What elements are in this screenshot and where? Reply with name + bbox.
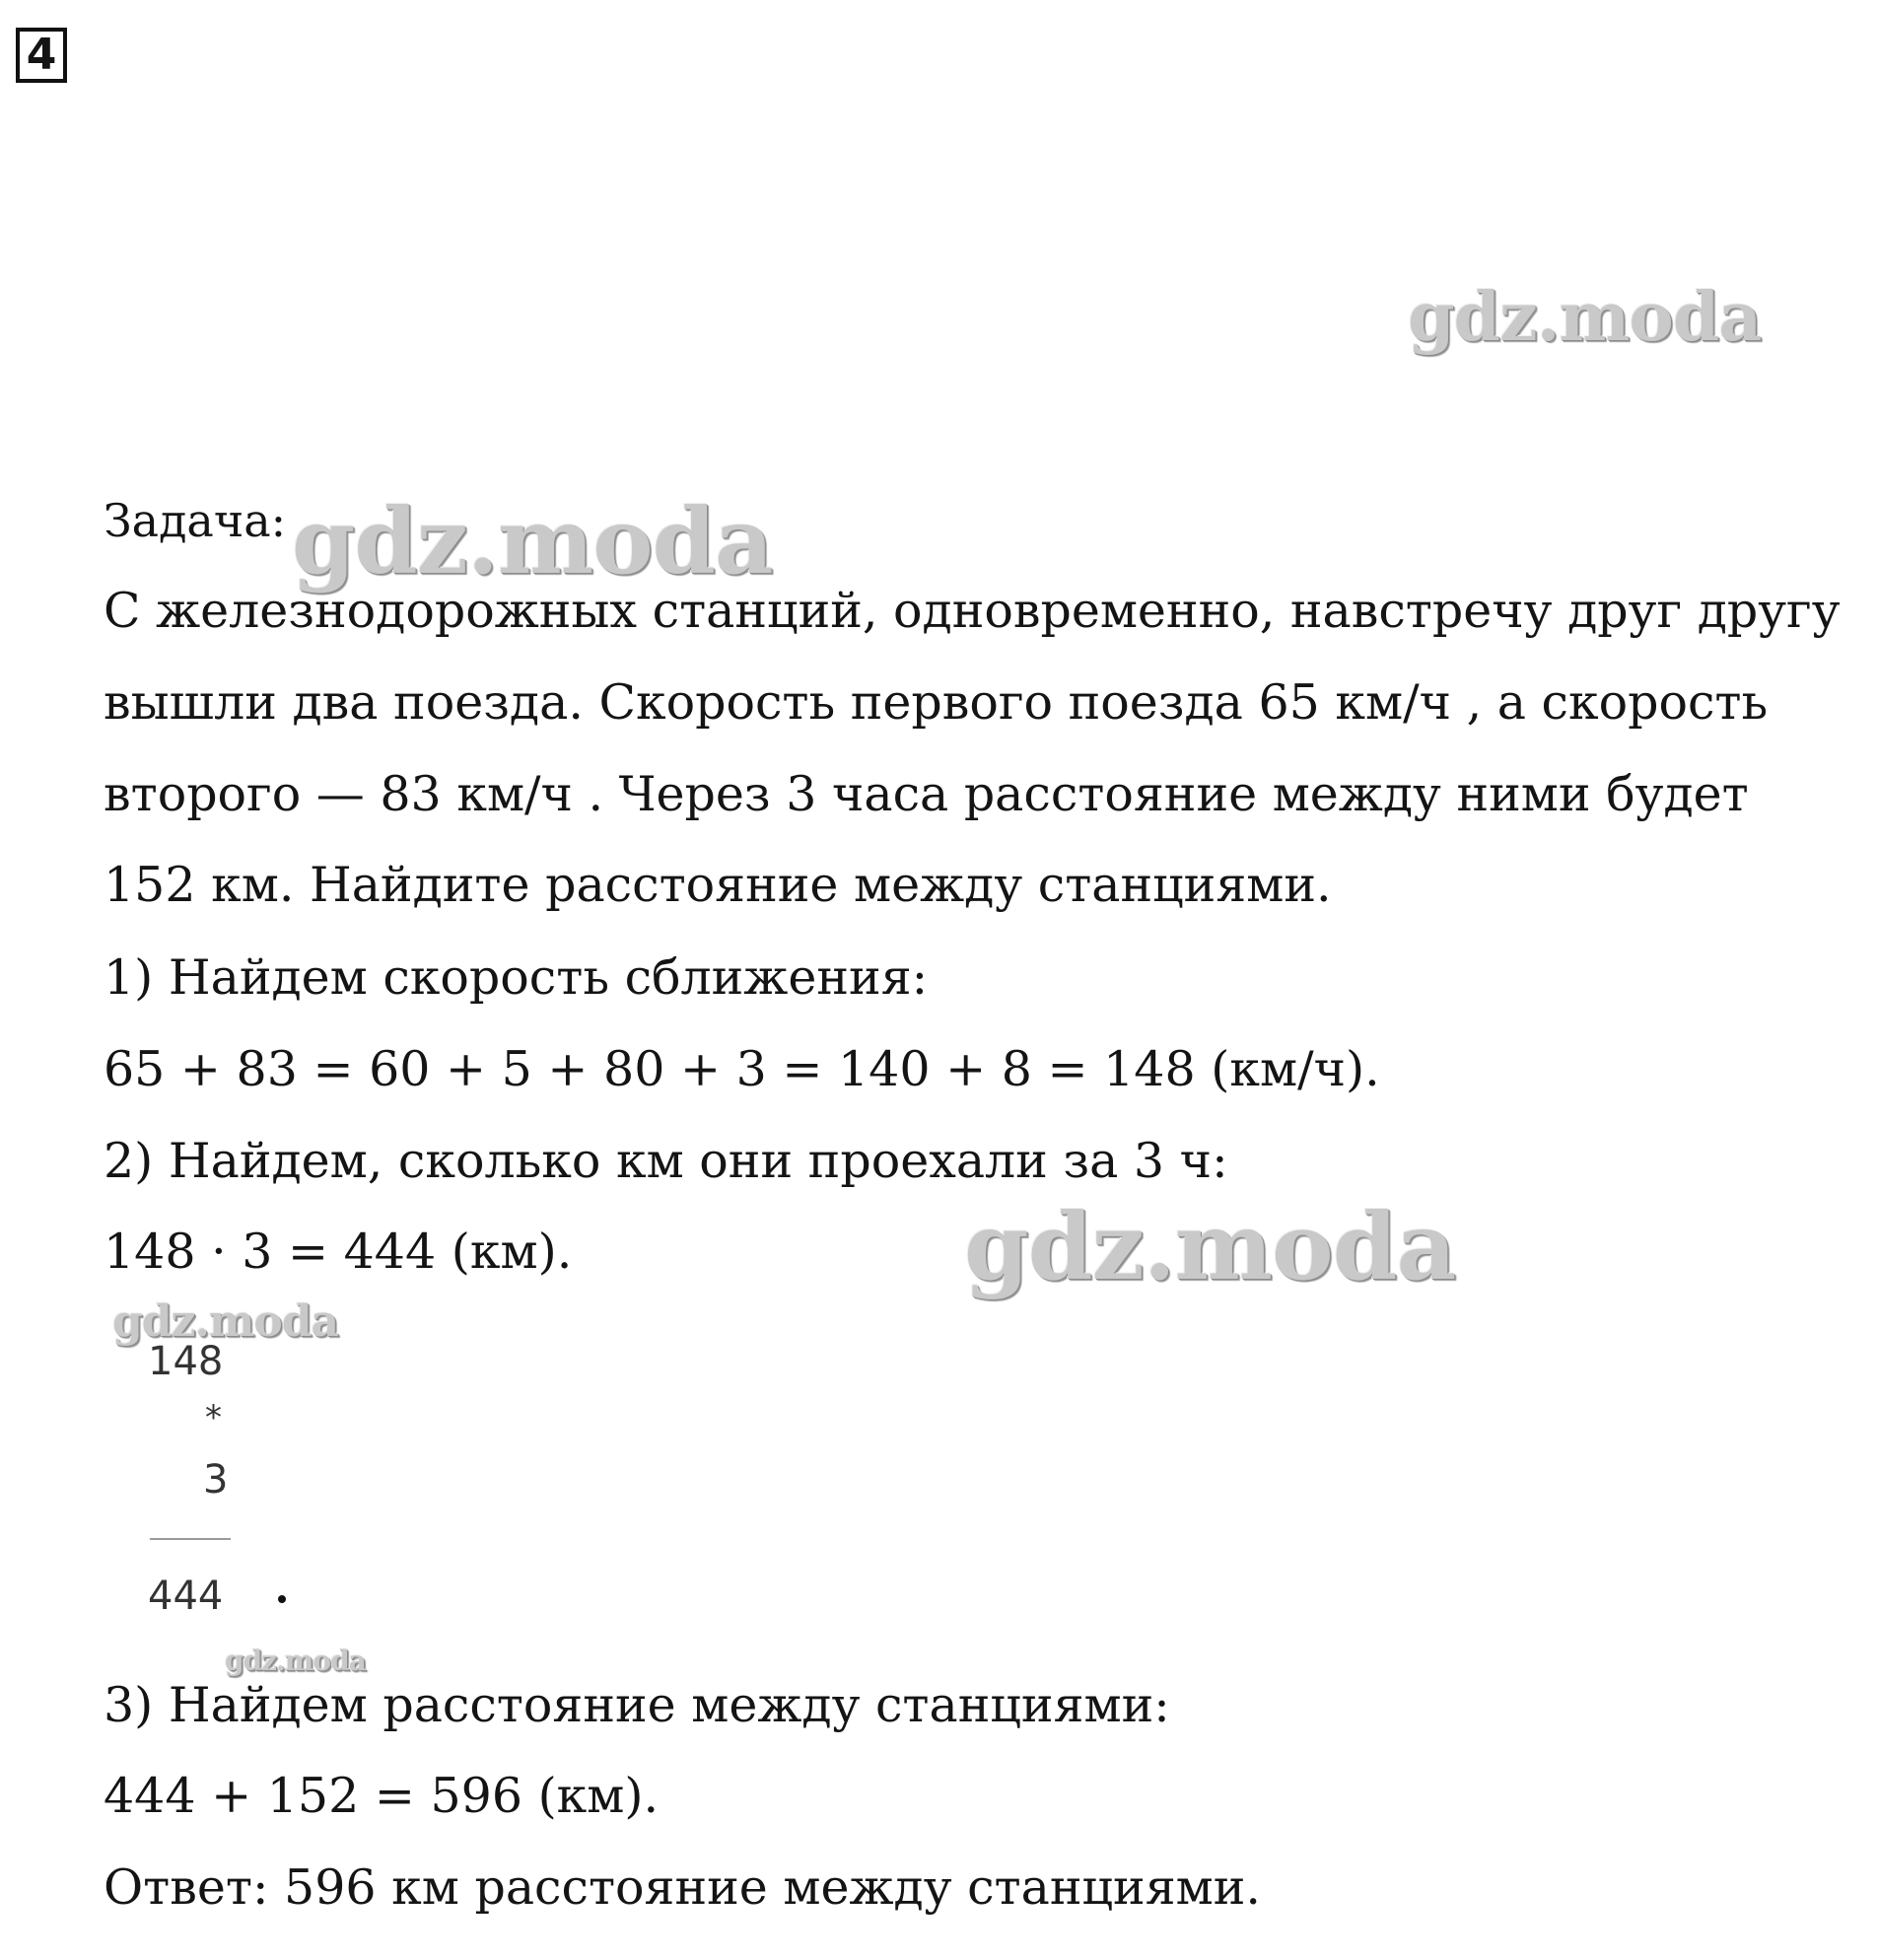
watermark: gdz.moda — [225, 1645, 366, 1677]
step2-label: 2) Найдем, сколько км они проехали за 3 ч: — [104, 1133, 1228, 1189]
watermark: gdz.moda — [292, 488, 773, 595]
task-title: Задача: — [104, 494, 287, 547]
answer-line: Ответ: 596 км расстояние между станциями. — [104, 1859, 1261, 1916]
step2-calc: 148 · 3 = 444 (км). — [104, 1224, 573, 1280]
watermark: gdz.moda — [964, 1193, 1456, 1301]
column-operator: * — [205, 1398, 222, 1437]
step1-calc: 65 + 83 = 60 + 5 + 80 + 3 = 140 + 8 = 148 (км/ч). — [104, 1041, 1380, 1097]
step3-label: 3) Найдем расстояние между станциями: — [104, 1677, 1170, 1733]
task-number: 4 — [16, 28, 67, 83]
column-multiplier: 3 — [203, 1457, 229, 1503]
step1-label: 1) Найдем скорость сближения: — [104, 949, 929, 1006]
watermark: gdz.moda — [112, 1296, 339, 1347]
problem-line: 152 км. Найдите расстояние между станциями. — [104, 857, 1332, 913]
problem-line: второго — 83 км/ч . Через 3 часа расстояние между ними будет — [104, 766, 1749, 822]
step3-calc: 444 + 152 = 596 (км). — [104, 1768, 660, 1824]
problem-line: С железнодорожных станций, одновременно, навстречу друг другу — [104, 583, 1841, 639]
watermark: gdz.moda — [1408, 278, 1762, 357]
column-divider — [150, 1538, 231, 1540]
column-result: 444 — [148, 1574, 224, 1619]
problem-line: вышли два поезда. Скорость первого поезда 65 км/ч , а скорость — [104, 674, 1769, 731]
column-multiplicand: 148 — [148, 1339, 224, 1384]
period-dot — [278, 1595, 286, 1603]
